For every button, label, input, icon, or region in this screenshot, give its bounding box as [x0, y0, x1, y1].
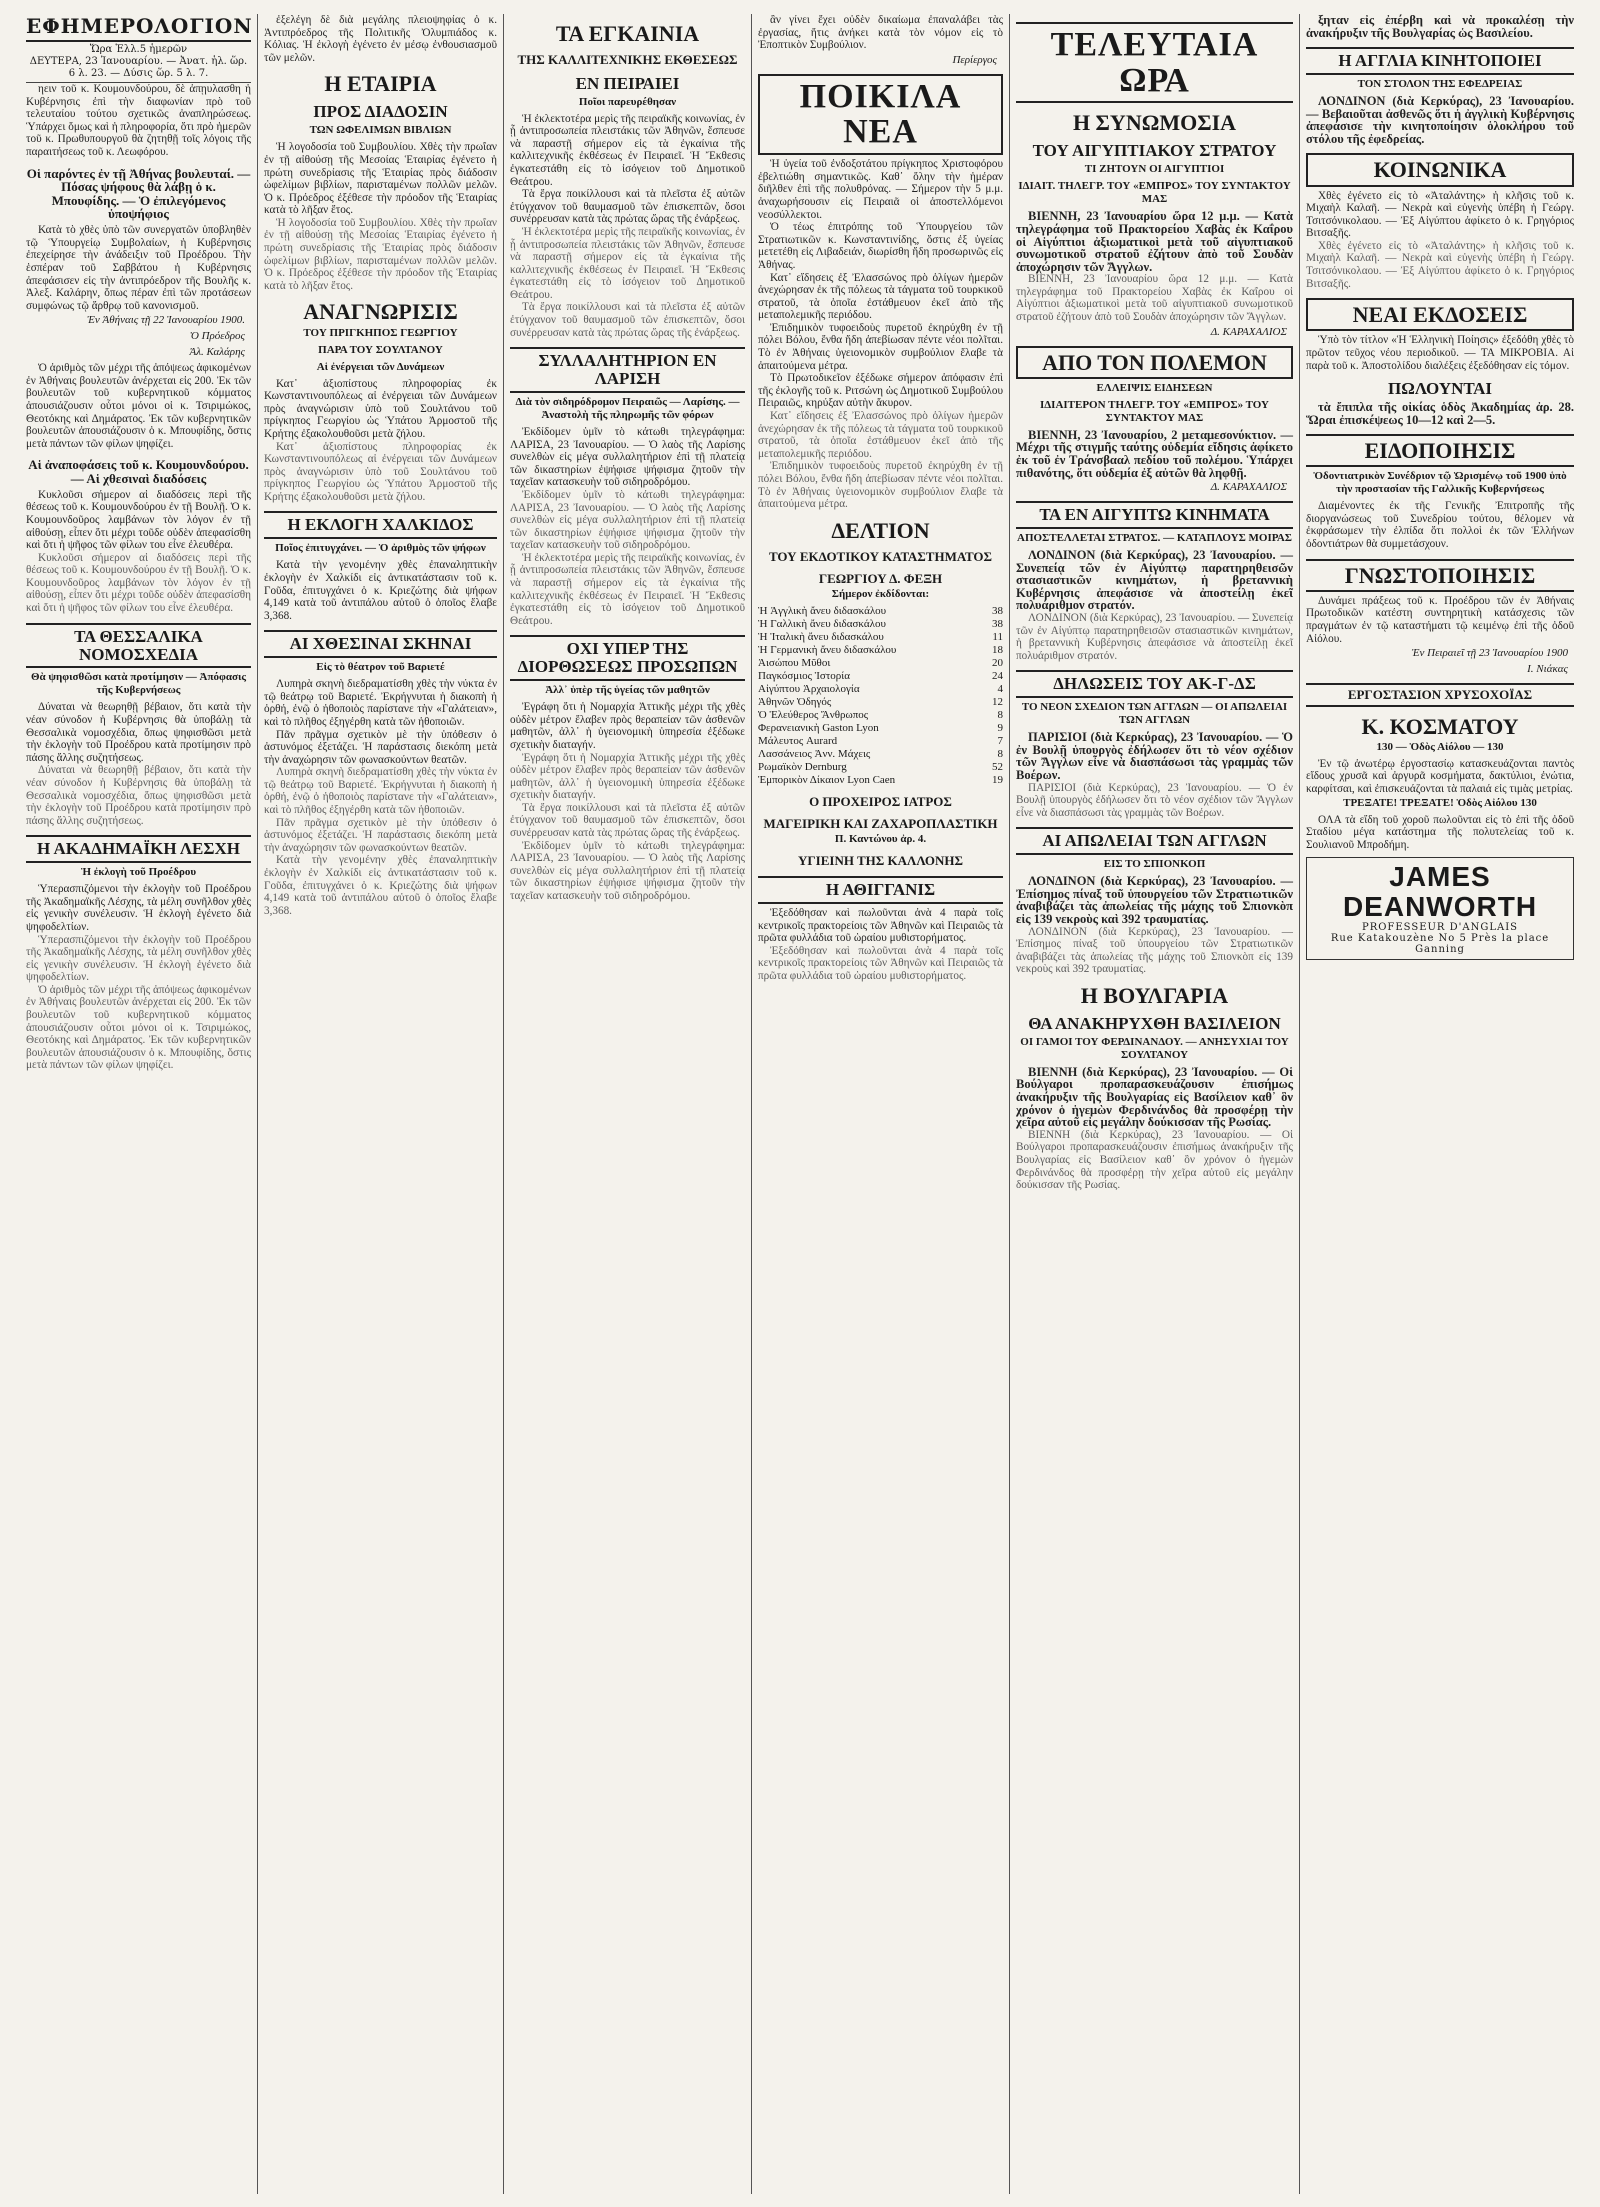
section-heading: ΑΝΑΓΝΩΡΙΣΙΣ: [303, 299, 458, 325]
calendar-line: [26, 42, 251, 83]
article-text: Ἐκδίδομεν ὑμῖν τὸ κάτωθι τηλεγράφημα: ΛΑΡΙΣΑ, 23 Ἰανουαρίου. — Ὁ λαὸς τῆς Λαρίσης συνελθὼν εἰς μέγα συλλαλητήριον ἐπὶ τῇ πλατείᾳ τῶν δικαστηρίων ἐψήφισε ψήφισμα ζητοῦν τὴν ταχεῖαν κατασκευὴν τοῦ σιδηροδρόμου.: [510, 839, 745, 903]
section-heading: ΣΥΛΛΑΛΗΤΗΡΙΟΝ ΕΝ ΛΑΡΙΣΗ: [510, 347, 745, 393]
article-text: Ὑπὸ τὸν τίτλον «Ἡ Ἑλληνικὴ Ποίησις» ἐξεδόθη χθὲς τὸ πρῶτον τεῦχος νέου περιοδικοῦ. — ΤΑ ΜΙΚΡΟΒΙΑ. Αἱ παρὰ τοῦ κ. Ἀποστολίδου διαλέξεις ἐξεδόθησαν εἰς τόμον.: [1306, 334, 1574, 372]
section-heading: ΤΑ ΕΝ ΑΙΓΥΠΤΩ ΚΙΝΗΜΑΤΑ: [1016, 501, 1293, 529]
section-heading: ΓΝΩΣΤΟΠΟΙΗΣΙΣ: [1306, 559, 1574, 592]
article-text: Χθὲς ἐγένετο εἰς τὸ «Ἀταλάντης» ἡ κλῆσις τοῦ κ. Μιχαὴλ Καλαῆ. — Νεκρὰ καὶ εὐγενὴς ὑπέβη ἡ Γεώργ. Τσιτσόνικολαου. — Ἐξ Αἰγύπτου ἀφίκετο ὁ κ. Γρηγόριος Βιτσαξῆς.: [1306, 239, 1574, 290]
section-subheading: Ἀλλ᾽ ὑπὲρ τῆς ὑγείας τῶν μαθητῶν: [545, 684, 710, 697]
newspaper-page: [20, 14, 1580, 2194]
section-heading: ΝΕΑΙ ΕΚΔΟΣΕΙΣ: [1306, 298, 1574, 331]
article-text: ΛΟΝΔΙΝΟΝ (διὰ Κερκύρας), 23 Ἰανουαρίου. — Συνεπείᾳ τῶν ἐν Αἰγύπτῳ παρατηρηθεισῶν στασιαστικῶν κινημάτων, ἡ βρεταννικὴ Κυβέρνησις ἀπεφάσισε νὰ ἀποστείλῃ ἐκεῖ πολυάριθμον στρατόν.: [1016, 611, 1293, 662]
book-row: [758, 761, 1003, 774]
article-text: Τὰ ἔργα ποικίλλουσι καὶ τὰ πλεῖστα ἐξ αὐτῶν ἐτύγχανον τοῦ θαυμασμοῦ τῶν ἐπισκεπτῶν, ὅσοι συνέρρευσαν κατὰ τὰς πρώτας ὥρας τῆς ἐνάρξεως.: [510, 801, 745, 840]
section-heading: ΕΙΔΟΠΟΙΗΣΙΣ: [1306, 434, 1574, 467]
section-subheading: ΕΛΛΕΙΨΙΣ ΕΙΔΗΣΕΩΝ: [1096, 381, 1213, 394]
section-subheading: Ἡ ἐκλογὴ τοῦ Προέδρου: [80, 866, 197, 879]
section-heading: Η ΕΤΑΙΡΙΑ: [324, 71, 437, 97]
section-heading: ΤΗΣ ΚΑΛΛΙΤΕΧΝΙΚΗΣ ΕΚΘΕΣΕΩΣ: [517, 52, 738, 68]
article-text: Ἡ ἐκλεκτοτέρα μερὶς τῆς πειραϊκῆς κοινωνίας, ἐν ᾗ ἀντιπροσωπεία πλειστάκις τῶν Ἀθηνῶν, ἔσπευσε νὰ παραστῇ σήμερον εἰς τὰ ἐγκαίνια τῆς καλλιτεχνικῆς ἐκθέσεως ἐν Πειραιεῖ. Ἡ Ἔκθεσις ἐγκατεστάθη εἰς τὸ ἰσόγειον τοῦ Δημοτικοῦ Θεάτρου.: [510, 551, 745, 627]
book-price: 7: [997, 735, 1003, 748]
calendar-line-2: ΔΕΥΤΕΡΑ, 23 Ἰανουαρίου. — Ἀνατ. ἡλ. ὥρ. 6 λ. 23. — Δύσις ὥρ. 5 λ. 7.: [29, 56, 248, 79]
book-title: Ἡ Ἀγγλικὴ ἄνευ διδασκάλου: [758, 605, 887, 618]
column-5: [1010, 14, 1300, 2194]
article-text: ξηταν εἰς ἐπέρβη καὶ νὰ προκαλέσῃ τὴν ἀνακήρυξιν τῆς Βουλγαρίας ὡς Βασιλείου.: [1306, 14, 1574, 40]
calendar-masthead: ΕΦΗΜΕΡΟΛΟΓΙΟΝ: [26, 14, 251, 42]
article-text: Ἐκδίδομεν ὑμῖν τὸ κάτωθι τηλεγράφημα: ΛΑΡΙΣΑ, 23 Ἰανουαρίου. — Ὁ λαὸς τῆς Λαρίσης συνελθὼν εἰς μέγα συλλαλητήριον ἐπὶ τῇ πλατείᾳ τῶν δικαστηρίων ἐψήφισε ψήφισμα ζητοῦν τὴν ταχεῖαν κατασκευὴν τοῦ σιδηροδρόμου.: [510, 425, 745, 489]
book-title: Παγκόσμιος Ἱστορία: [758, 670, 850, 683]
article-text: ΛΟΝΔΙΝΟΝ (διὰ Κερκύρας), 23 Ἰανουαρίου. — Ἐπίσημος πίναξ τοῦ ὑπουργείου τῶν Στρατιωτικῶν ἀναβιβάζει τὰς ἀπωλείας τῆς μάχης τοῦ Σπιονκὸπ εἰς 139 νεκροὺς καὶ 392 τραυματίας.: [1016, 874, 1293, 926]
signature-title: Ὁ Πρόεδρος: [189, 330, 245, 343]
book-row: [758, 657, 1003, 670]
article-text: Χθὲς ἐγένετο εἰς τὸ «Ἀταλάντης» ἡ κλῆσις τοῦ κ. Μιχαὴλ Καλαῆ. — Νεκρὰ καὶ εὐγενὴς ὑπέβη ἡ Γεώργ. Τσιτσόνικολαου. — Ἐξ Αἰγύπτου ἀφίκετο ὁ κ. Γρηγόριος Βιτσαξῆς.: [1306, 189, 1574, 240]
column-6: [1300, 14, 1580, 2194]
section-heading: ΠΟΙΚΙΛΑ ΝΕΑ: [758, 74, 1003, 155]
section-heading: ΑΙ ΑΠΩΛΕΙΑΙ ΤΩΝ ΑΓΓΛΩΝ: [1016, 827, 1293, 855]
article-text: Τὰ ἔργα ποικίλλουσι καὶ τὰ πλεῖστα ἐξ αὐτῶν ἐτύγχανον τοῦ θαυμασμοῦ τῶν ἐπισκεπτῶν, ὅσοι συνέρρευσαν κατὰ τὰς πρώτας ὥρας τῆς ἐνάρξεως.: [510, 188, 745, 226]
book-row: [758, 683, 1003, 696]
article-text: Δυνάμει πράξεως τοῦ κ. Προέδρου τῶν ἐν Ἀθήναις Πρωτοδικῶν κατέστη συντηρητικὴ κατάσχεσις τῶν πραγμάτων ἐν τῷ καταστήματι τῷ κειμένῳ ἐπὶ τῆς ὁδοῦ Αἰόλου.: [1306, 594, 1574, 645]
calendar-line-1: Ὥρα Ἑλλ.5 ἡμερῶν: [89, 44, 188, 55]
signature-date: Ἐν Ἀθήναις τῇ 22 Ἰανουαρίου 1900.: [87, 314, 245, 327]
section-subheading: Ποῖος ἐπιτυγχάνει. — Ὁ ἀριθμὸς τῶν ψήφων: [275, 542, 486, 555]
article-text: Ὁ ἀριθμὸς τῶν μέχρι τῆς ἀπόψεως ἀφικομένων ἐν Ἀθήναις βουλευτῶν ἀνέρχεται εἰς 200. Ἐκ τῶν βουλευτῶν τοῦ κυβερνητικοῦ κόμματος ἀπουσιάζουσιν οὗτοι μόνοι οἱ κ. Τσιριμώκος, Θεοτόκης καὶ Δημάρατος. Ἐκ τῶν κυβερνητικῶν βουλευτῶν ἀπουσιάζουσιν ὁ κ. Μπουφίδης, ὅστις μετὰ πάντων τῶν φίλων ψηφίζει.: [26, 983, 251, 1072]
article-text: Κατ᾽ ἀξιοπίστους πληροφορίας ἐκ Κωνσταντινουπόλεως αἱ ἐνέργειαι τῶν Δυνάμεων πρὸς ἀναγνώρισιν ὑπὸ τοῦ Σουλτάνου τοῦ πρίγκηπος Γεωργίου ὡς Ὑπάτου Ἀρμοστοῦ τῆς Κρήτης ἐξακολουθοῦσι μετὰ ζήλου.: [264, 440, 497, 503]
date-line: Ἐν Πειραιεῖ τῇ 23 Ἰανουαρίου 1900: [1411, 647, 1568, 660]
dispatch-line: ΙΔΙΑΙΤ. ΤΗΛΕΓΡ. ΤΟΥ «ΕΜΠΡΟΣ» ΤΟΥ ΣΥΝΤΑΚΤΟΥ ΜΑΣ: [1018, 180, 1291, 206]
article-text: ΠΑΡΙΣΙΟΙ (διὰ Κερκύρας), 23 Ἰανουαρίου. — Ὁ ἐν Βουλῇ ὑπουργὸς ἐδήλωσεν ὅτι τὸ νέον σχέδιον τῶν Ἄγγλων εἶνε νὰ διασπάσωσι τὰς γραμμὰς τῶν Βοέρων.: [1016, 781, 1293, 819]
address: 130 — Ὁδὸς Αἰόλου — 130: [1376, 740, 1504, 753]
article-text: Ἡ λογοδοσία τοῦ Συμβουλίου. Χθὲς τὴν πρωΐαν ἐν τῇ αἰθούσῃ τῆς Μεσοίας Ἑταιρίας ἐγένετο ἡ πρώτη συνεδρίασις τῆς Ἑταιρίας πρὸς διάδοσιν ὠφελίμων βιβλίων, παρισταμένων πολλῶν μελῶν. Ὁ κ. Πρόεδρος ἐξέθεσε τὴν πρόοδον τῆς Ἑταιρίας κατὰ τὸ λῆξαν ἔτος.: [264, 141, 497, 217]
article-text: ηειν τοῦ κ. Κουμουνδούρου, δὲ ἀπῃυλασθη ἡ Κυβέρνησις ἐπὶ τὴν διαφωνίαν πρὸ τοῦ τελευταίου τούτου σχετικῶς ἀναπληρώσεως. Ὑπάρχει ὅμως καὶ ἡ πληροφορία, ὅτι πρὸ ἡμερῶν τοῦ κ. Πρωθυπουργοῦ θὰ ζητηθῇ τοῖς λόγοις τῆς παραιτήσεως τοῦ κ. Λεωφόρου.: [26, 83, 251, 158]
article-text: Κατ᾽ εἴδησεις ἐξ Ἐλασσώνος πρὸ ὀλίγων ἡμερῶν ἀνεχώρησαν ἐκ τῆς πόλεως τὰ τάγματα τοῦ τουρκικοῦ στρατοῦ, τὰ ὁποῖα ἐστάθμευον ἐκεῖ ἀπὸ τῆς μεταπολεμικῆς περιόδου.: [758, 410, 1003, 460]
ad-address: Rue Katakouzène No 5 Près la place Ganning: [1330, 933, 1550, 956]
book-title: Ρωμαϊκὸν Dernburg: [758, 761, 847, 774]
section-subheading: ΕΙΣ ΤΟ ΣΠΙΟΝΚΟΠ: [1103, 858, 1206, 871]
article-text: ἂν γίνει ἔχει οὐδὲν δικαίωμα ἐπαναλάβει τὰς ἐργασίας, ἥτις ἀνήκει κατὰ τὸν νόμον εἰς τὸ Ἐποπτικὸν Συμβούλιον.: [758, 14, 1003, 52]
book-row: [758, 696, 1003, 709]
article-text: Κατὰ τὴν γενομένην χθὲς ἐπαναληπτικὴν ἐκλογὴν ἐν Χαλκίδι εἰς ἀντικατάστασιν τοῦ κ. Γοῦδα, ἐπιτυγχάνει ὁ κ. Κριεζώτης διὰ ψήφων 4,149 κατὰ τοῦ ἀντιπάλου αὐτοῦ ὁ ὁποῖος ἔλαβε 3,368.: [264, 854, 497, 917]
book-price: 8: [997, 709, 1003, 722]
column-4: [752, 14, 1010, 2194]
section-heading: ΤΟΥ ΑΙΓΥΠΤΙΑΚΟΥ ΣΤΡΑΤΟΥ: [1032, 141, 1277, 161]
book-title: Ὁ Ἐλεύθερος Ἄνθρωπος: [758, 709, 869, 722]
book-row: [758, 748, 1003, 761]
book-price: 38: [992, 605, 1003, 618]
section-heading: ΤΑ ΘΕΣΣΑΛΙΚΑ ΝΟΜΟΣΧΕΔΙΑ: [26, 623, 251, 669]
section-subheading: ΟΙ ΓΑΜΟΙ ΤΟΥ ΦΕΡΔΙΝΑΝΔΟΥ. — ΑΝΗΣΥΧΙΑΙ ΤΟΥ ΣΟΥΛΤΑΝΟΥ: [1020, 1035, 1289, 1061]
book-price: 24: [992, 670, 1003, 683]
section-subheading: ΤΩΝ ΩΦΕΛΙΜΩΝ ΒΙΒΛΙΩΝ: [309, 124, 452, 137]
section-heading: ΠΩΛΟΥΝΤΑΙ: [1388, 379, 1492, 399]
section-heading: Ο ΠΡΟΧΕΙΡΟΣ ΙΑΤΡΟΣ: [809, 794, 952, 810]
article-text: Ἡ ὑγεία τοῦ ἐνδοξοτάτου πρίγκηπος Χριστοφόρου ἐβελτιώθη σημαντικῶς. Καθ᾽ ὅλην τὴν ἡμέραν διῆλθεν ἐπὶ τῆς πολυθρόνας. — Σήμερον τὴν 5 μ.μ. ἀναχωρήσουσιν εἰς Πειραιᾶ οἱ ἀποστελλόμενοι νεοσύλλεκτοι.: [758, 158, 1003, 221]
book-title: Ἡ Ἰταλικὴ ἄνευ διδασκάλου: [758, 631, 884, 644]
section-heading: ΔΕΛΤΙΟΝ: [831, 517, 930, 543]
article-text: ἐξελέγη δὲ διὰ μεγάλης πλειοψηφίας ὁ κ. Ἀντιπρόεδρος τῆς Πολιτικῆς Ὀλυμπιάδος κ. Κόλιας. Ἡ ἐκλογὴ ἐγένετο ἐν μέσῳ ἐνθουσιασμοῦ τῶν μελῶν.: [264, 14, 497, 64]
section-subheading: Ὀδοντιατρικὸν Συνέδριον τῷ Ὡρισμένῳ τοῦ 1900 ὑπὸ τὴν προστασίαν τῆς Γαλλικῆς Κυβερνήσεως: [1313, 470, 1567, 496]
article-text: ΒΙΕΝΝΗ, 23 Ἰανουαρίου, 2 μεταμεσονύκτιον. — Μέχρι τῆς στιγμῆς ταύτης οὐδεμία εἴδησις ἀφίκετο ἐκ τοῦ ἐν Τράνσβααλ πεδίου τοῦ πολέμου. Ὑπάρχει πιθανότης, ὅτι οὐδεμία ἐξ αὐτῶν θὰ ληφθῇ.: [1016, 427, 1293, 480]
section-heading: ΤΟΥ ΕΚΔΟΤΙΚΟΥ ΚΑΤΑΣΤΗΜΑΤΟΣ: [768, 548, 993, 564]
book-title: Λασσάνειος Ἀνν. Μάχεις: [758, 748, 871, 761]
article-text: Ὑπερασπιζόμενοι τὴν ἐκλογὴν τοῦ Προέδρου τῆς Ἀκαδημαϊκῆς Λέσχης, τὰ μέλη συνῆλθον χθὲς εἰς γενικὴν συνέλευσιν. Ἡ ἐκλογὴ ἐγένετο διὰ ψηφοδελτίων.: [26, 883, 251, 933]
advertisement: [1306, 857, 1574, 960]
article-text: ΛΟΝΔΙΝΟΝ (διὰ Κερκύρας), 23 Ἰανουαρίου. — Βεβαιοῦται ἀσθενῶς ὅτι ἡ ἀγγλικὴ Κυβέρνησις ἀπεφάσισε τὴν κινητοποίησιν ὁλοκλήρου τοῦ στόλου τῆς ἐφεδρείας.: [1306, 94, 1574, 146]
article-text: Κατὰ τὴν γενομένην χθὲς ἐπαναληπτικὴν ἐκλογὴν ἐν Χαλκίδι εἰς ἀντικατάστασιν τοῦ κ. Γοῦδα, ἐπιτυγχάνει ὁ κ. Κριεζώτης διὰ ψήφων 4,149 κατὰ τοῦ ἀντιπάλου αὐτοῦ ὁ ὁποῖος ἔλαβε 3,368.: [264, 559, 497, 622]
section-heading: ΚΟΙΝΩΝΙΚΑ: [1306, 153, 1574, 186]
section-heading: Η ΑΓΓΛΙΑ ΚΙΝΗΤΟΠΟΙΕΙ: [1306, 47, 1574, 75]
column-3: [504, 14, 752, 2194]
article-text: ΠΑΡΙΣΙΟΙ (διὰ Κερκύρας), 23 Ἰανουαρίου. — Ὁ ἐν Βουλῇ ὑπουργὸς ἐδήλωσεν ὅτι τὸ νέον σχέδιον τῶν Ἄγγλων εἶνε νὰ διασπάσωσι τὰς γραμμὰς τῶν Βοέρων.: [1016, 730, 1293, 782]
section-heading: ΥΓΙΕΙΝΗ ΤΗΣ ΚΑΛΛΟΝΗΣ: [798, 853, 963, 869]
section-subheading: ΤΟΝ ΣΤΟΛΟΝ ΤΗΣ ΕΦΕΔΡΕΙΑΣ: [1357, 78, 1523, 91]
section-heading: ΔΗΛΩΣΕΙΣ ΤΟΥ ΑΚ-Γ-ΔΣ: [1016, 670, 1293, 698]
section-subheading: ΤΙ ΖΗΤΟΥΝ ΟΙ ΑΙΓΥΠΤΙΟΙ: [1084, 163, 1225, 176]
section-heading: Οἱ παρόντες ἐν τῇ Ἀθήνας βουλευταί. — Πόσας ψήφους θὰ λάβῃ ὁ κ. Μπουφίδης. — Ὁ ἐπιλεγόμενος ὑποψήφιος: [26, 165, 251, 222]
section-heading: Η ΑΘΙΓΓΑΝΙΣ: [758, 876, 1003, 904]
section-heading: ΤΕΛΕΥΤΑΙΑ ΩΡΑ: [1016, 22, 1293, 103]
section-heading: ΓΕΩΡΓΙΟΥ Δ. ΦΕΞΗ: [818, 570, 943, 586]
article-text: Ἡ ἐκλεκτοτέρα μερὶς τῆς πειραϊκῆς κοινωνίας, ἐν ᾗ ἀντιπροσωπεία πλειστάκις τῶν Ἀθηνῶν, ἔσπευσε νὰ παραστῇ σήμερον εἰς τὰ ἐγκαίνια τῆς καλλιτεχνικῆς ἐκθέσεως ἐν Πειραιεῖ. Ἡ Ἔκθεσις ἐγκατεστάθη εἰς τὸ ἰσόγειον τοῦ Δημοτικοῦ Θεάτρου.: [510, 112, 745, 188]
section-heading: ΟΧΙ ΥΠΕΡ ΤΗΣ ΔΙΟΡΘΩΣΕΩΣ ΠΡΟΣΩΠΩΝ: [510, 635, 745, 681]
section-subheading: Εἰς τὸ θέατρον τοῦ Βαριετέ: [316, 661, 445, 674]
signature: Δ. ΚΑΡΑΧΑΛΙΟΣ: [1210, 325, 1287, 338]
book-row: [758, 709, 1003, 722]
article-text: Ἐπιδημικὸν τυφοειδοὺς πυρετοῦ ἐκηρύχθη ἐν τῇ πόλει Βόλου, ἔνθα ἤδη ἀπεβίωσαν πέντε νέοι πολῖται. Τὸ ἐν Ἀθήναις ὑγειονομικὸν συμβούλιον ἔλαβε τὰ ἀπαιτούμενα μέτρα.: [758, 321, 1003, 372]
article-text: ΒΙΕΝΝΗ (διὰ Κερκύρας), 23 Ἰανουαρίου. — Οἱ Βούλγαροι προπαρασκευάζουσιν ἐπισήμως ἀνακήρυξιν τῆς Βουλγαρίας εἰς Βασίλειον καθ᾽ ὃν χρόνον ὁ ἡγεμὼν Φερδινάνδος θὰ προσφέρῃ τὴν χεῖρα αὐτοῦ εἰς μεγάλην δούκισσαν τῆς Ρωσίας.: [1016, 1064, 1293, 1130]
section-heading: ΜΑΓΕΙΡΙΚΗ ΚΑΙ ΖΑΧΑΡΟΠΛΑΣΤΙΚΗ: [763, 815, 998, 831]
section-heading: Η ΣΥΝΩΜΟΣΙΑ: [1072, 110, 1237, 136]
article-text: Ἐπιδημικὸν τυφοειδοὺς πυρετοῦ ἐκηρύχθη ἐν τῇ πόλει Βόλου, ἔνθα ἤδη ἀπεβίωσαν πέντε νέοι πολῖται. Τὸ ἐν Ἀθήναις ὑγειονομικὸν συμβούλιον ἔλαβε τὰ ἀπαιτούμενα μέτρα.: [758, 460, 1003, 511]
section-heading: ΑΙ ΧΘΕΣΙΝΑΙ ΣΚΗΝΑΙ: [264, 630, 497, 658]
book-title: Ἡ Γαλλικὴ ἄνευ διδασκάλου: [758, 618, 886, 631]
book-price: 8: [997, 748, 1003, 761]
article-text: Κατ᾽ εἴδησεις ἐξ Ἐλασσώνος πρὸ ὀλίγων ἡμερῶν ἀνεχώρησαν ἐκ τῆς πόλεως τὰ τάγματα τοῦ τουρκικοῦ στρατοῦ, τὰ ὁποῖα ἐστάθμευον ἐκεῖ ἀπὸ τῆς μεταπολεμικῆς περιόδου.: [758, 271, 1003, 322]
article-text: Κατὰ τὸ χθὲς ὑπὸ τῶν συνεργατῶν ὑποβληθὲν τῷ Ὑπουργείῳ Συμβολαίων, ἡ Κυβέρνησις ἐπεχείρησε τὴν ἀνάδειξιν τοῦ Προέδρου. Τὴν ἑσπέραν τοῦ Σαββάτου ἡ Κυβέρνησις ἀπεφάσισεν εἰς τὴν ἀντιπρόεδρον τῆς Βουλῆς κ. Ἀλεξ. Καλάρην, ὅπως πέραν ἐπὶ τῶν προτάσεων συμφώνως τῷ ἄρθρῳ τοῦ κανονισμοῦ.: [26, 224, 251, 312]
book-price: 38: [992, 618, 1003, 631]
book-list: [758, 605, 1003, 787]
section-subheading: ΑΠΟΣΤΕΛΛΕΤΑΙ ΣΤΡΑΤΟΣ. — ΚΑΤΑΠΛΟΥΣ ΜΟΙΡΑΣ: [1017, 531, 1292, 544]
article-text: Ἐγράφη ὅτι ἡ Νομαρχία Ἀττικῆς μέχρι τῆς χθὲς οὐδὲν μέτρον ἔλαβεν πρὸς θεραπείαν τῶν ἀσθενῶν μαθητῶν, ἀλλ᾽ ἡ ὑγειονομικὴ ὑπηρεσία ἐξέδωκε σχετικὴν διαταγήν.: [510, 751, 745, 802]
article-text: Διαμένοντες ἐκ τῆς Γενικῆς Ἐπιτροπῆς τῆς διοργανώσεως τοῦ Συνεδρίου τούτου, θέλομεν νὰ ἐκφράσωμεν τὴν ἐλπίδα ὅτι πολλοὶ ἐκ τῶν Ἑλλήνων ὀδοντιάτρων θὰ συμμετάσχουν.: [1306, 500, 1574, 551]
book-price: 20: [992, 657, 1003, 670]
article-text: ΛΟΝΔΙΝΟΝ (διὰ Κερκύρας), 23 Ἰανουαρίου. — Ἐπίσημος πίναξ τοῦ ὑπουργείου τῶν Στρατιωτικῶν ἀναβιβάζει τὰς ἀπωλείας τῆς μάχης τοῦ Σπιονκὸπ εἰς 139 νεκροὺς καὶ 392 τραυματίας.: [1016, 925, 1293, 976]
book-title: Φερανειανικὴ Gaston Lyon: [758, 722, 879, 735]
section-heading: Αἱ ἀναποφάσεις τοῦ κ. Κουμουνδούρου. — Αἱ χθεσιναὶ διαδόσεις: [28, 457, 249, 487]
article-text: Ἡ λογοδοσία τοῦ Συμβουλίου. Χθὲς τὴν πρωΐαν ἐν τῇ αἰθούσῃ τῆς Μεσοίας Ἑταιρίας ἐγένετο ἡ πρώτη συνεδρίασις τῆς Ἑταιρίας πρὸς διάδοσιν ὠφελίμων βιβλίων, παρισταμένων πολλῶν μελῶν. Ὁ κ. Πρόεδρος ἐξέθεσε τὴν πρόοδον τῆς Ἑταιρίας κατὰ τὸ λῆξαν ἔτος.: [264, 216, 497, 292]
book-row: [758, 670, 1003, 683]
section-heading: ΠΡΟΣ ΔΙΑΔΟΣΙΝ: [313, 102, 448, 122]
article-text: Ἐξεδόθησαν καὶ πωλοῦνται ἀνὰ 4 παρὰ τοῖς κεντρικοῖς πρακτορείοις τῶν Ἀθηνῶν καὶ Πειραιῶς τὰ πρῶτα φυλλάδια τοῦ ὡραίου μυθιστορήματος.: [758, 906, 1003, 945]
column-2: [258, 14, 504, 2194]
article-text: Λυπηρὰ σκηνὴ διεδραματίσθη χθὲς τὴν νύκτα ἐν τῷ θεάτρῳ τοῦ Βαριετέ. Ἐκρήγνυται ἡ διακοπὴ ἡ ὀρθή, ἐνῷ ὁ ἠθοποιὸς παρίστανε τὴν «Γαλάτειαν», καὶ τὸ πλῆθος ἐξηγέρθη κατὰ τῶν ἠθοποιῶν.: [264, 678, 497, 728]
section-heading: Η ΒΟΥΛΓΑΡΙΑ: [1080, 982, 1229, 1008]
article-text: Ὁ ἀριθμὸς τῶν μέχρι τῆς ἀπόψεως ἀφικομένων ἐν Ἀθήναις βουλευτῶν ἀνέρχεται εἰς 200. Ἐκ τῶν βουλευτῶν τοῦ κυβερνητικοῦ κόμματος ἀπουσιάζουσιν οὗτοι μόνοι οἱ κ. Τσιριμώκος, Θεοτόκης καὶ Δημάρατος. Ἐκ τῶν κυβερνητικῶν βουλευτῶν ἀπουσιάζουσιν ὁ κ. Μπουφίδης, ὅστις μετὰ πάντων τῶν φίλων ψηφίζει.: [26, 362, 251, 450]
signature-name: Ἀλ. Καλάρης: [189, 346, 245, 359]
call-to-action: ΤΡΕΞΑΤΕ! ΤΡΕΞΑΤΕ! Ὁδὸς Αἰόλου 130: [1343, 796, 1537, 809]
section-subheading: ΠΑΡΑ ΤΟΥ ΣΟΥΛΤΑΝΟΥ: [318, 343, 443, 356]
ad-name: JAMES DEANWORTH: [1342, 861, 1538, 923]
article-text: Ἐν τῷ ἀνωτέρῳ ἐργοστασίῳ κατασκευάζονται παντὸς εἴδους χρυσᾶ καὶ ἀργυρᾶ κοσμήματα, δακτύλιοι, ἐνώτια, καρφίτσαι, καὶ ἐπισκευάζονται τὰ παλαιά εἰς τιμὰς μετρίας.: [1306, 757, 1574, 796]
address: Π. Καντώνου ἀρ. 4.: [834, 833, 927, 846]
section-subheading: Ποῖοι παρευρέθησαν: [578, 95, 677, 108]
article-text: Ἐκδίδομεν ὑμῖν τὸ κάτωθι τηλεγράφημα: ΛΑΡΙΣΑ, 23 Ἰανουαρίου. — Ὁ λαὸς τῆς Λαρίσης συνελθὼν εἰς μέγα συλλαλητήριον ἐπὶ τῇ πλατείᾳ τῶν δικαστηρίων ἐψήφισε ψήφισμα ζητοῦν τὴν ταχεῖαν κατασκευὴν τοῦ σιδηροδρόμου.: [510, 488, 745, 552]
book-price: 19: [992, 774, 1003, 787]
book-row: [758, 605, 1003, 618]
signer: Ι. Νιάκας: [1527, 663, 1568, 676]
section-heading: ΕΝ ΠΕΙΡΑΙΕΙ: [575, 73, 680, 93]
article-text: Δύναται νὰ θεωρηθῇ βέβαιον, ὅτι κατὰ τὴν νέαν σύνοδον ἡ Κυβέρνησις θὰ ὑποβάλῃ τὰ Θεσσαλικὰ νομοσχέδια, ὅπως ψηφισθῶσι μετὰ τὴν ἐκλογὴν τοῦ Προέδρου κατὰ προτίμησιν πρὸ πάσης ἄλλης συζητήσεως.: [26, 764, 251, 827]
article-text: Ἡ ἐκλεκτοτέρα μερὶς τῆς πειραϊκῆς κοινωνίας, ἐν ᾗ ἀντιπροσωπεία πλειστάκις τῶν Ἀθηνῶν, ἔσπευσε νὰ παραστῇ σήμερον εἰς τὰ ἐγκαίνια τῆς καλλιτεχνικῆς ἐκθέσεως ἐν Πειραιεῖ. Ἡ Ἔκθεσις ἐγκατεστάθη εἰς τὸ ἰσόγειον τοῦ Δημοτικοῦ Θεάτρου.: [510, 225, 745, 301]
article-text: Ἐγράφη ὅτι ἡ Νομαρχία Ἀττικῆς μέχρι τῆς χθὲς οὐδὲν μέτρον ἔλαβεν πρὸς θεραπείαν τῶν ἀσθενῶν μαθητῶν, ἀλλ᾽ ἡ ὑγειονομικὴ ὑπηρεσία ἐξέδωκε σχετικὴν διαταγήν.: [510, 701, 745, 751]
section-heading: Κ. ΚΟΣΜΑΤΟΥ: [1361, 713, 1519, 739]
book-row: [758, 722, 1003, 735]
book-price: 52: [992, 761, 1003, 774]
article-text: Τὸ Πρωτοδικεῖον ἐξέδωκε σήμερον ἀπόφασιν ἐπὶ τῆς ἐκλογῆς τοῦ κ. Ριτσώνη ὡς Δημοτικοῦ Συμβούλου Πειραιῶς, κηρύξαν αὐτὴν ἄκυρον.: [758, 372, 1003, 410]
section-heading: Η ΑΚΑΔΗΜΑΪΚΗ ΛΕΣΧΗ: [26, 835, 251, 863]
article-text: ΛΟΝΔΙΝΟΝ (διὰ Κερκύρας), 23 Ἰανουαρίου. — Συνεπείᾳ τῶν ἐν Αἰγύπτῳ παρατηρηθεισῶν στασιαστικῶν κινημάτων, ἡ βρεταννικὴ Κυβέρνησις ἀπεφάσισε νὰ ἀποστείλῃ ἐκεῖ πολυάριθμον στρατόν.: [1016, 547, 1293, 613]
article-text: Δύναται νὰ θεωρηθῇ βέβαιον, ὅτι κατὰ τὴν νέαν σύνοδον ἡ Κυβέρνησις θὰ ὑποβάλῃ τὰ Θεσσαλικὰ νομοσχέδια, ὅπως ψηφισθῶσι μετὰ τὴν ἐκλογὴν τοῦ Προέδρου κατὰ προτίμησιν πρὸ πάσης ἄλλης συζητήσεως.: [26, 701, 251, 764]
article-text: ΒΙΕΝΝΗ, 23 Ἰανουαρίου ὥρα 12 μ.μ. — Κατὰ τηλεγράφημα τοῦ Πρακτορείου Χαβὰς ἐκ Καΐρου οἱ Αἰγύπτιοι ἀξιωματικοὶ μετὰ τοῦ αἰγυπτιακοῦ συνωμοτικοῦ στρατοῦ ἐζήτουν ἀπὸ τοῦ Σουδὰν ἀποχώρησιν τῶν Ἄγγλων.: [1016, 273, 1293, 324]
article-text: ΒΙΕΝΝΗ, 23 Ἰανουαρίου ὥρα 12 μ.μ. — Κατὰ τηλεγράφημα τοῦ Πρακτορείου Χαβὰς ἐκ Καΐρου οἱ Αἰγύπτιοι ἀξιωματικοὶ μετὰ τοῦ αἰγυπτιακοῦ συνωμοτικοῦ στρατοῦ ἐζήτουν ἀπὸ τοῦ Σουδὰν ἀποχώρησιν τῶν Ἄγγλων.: [1016, 209, 1293, 274]
article-text: Πᾶν πρᾶγμα σχετικὸν μὲ τὴν ὑπόθεσιν ὁ ἀστυνόμος ἐξετάζει. Ἡ παράστασις διεκόπη μετὰ τὴν ἀναχώρησιν τῶν φωνασκούντων θεατῶν.: [264, 816, 497, 854]
article-text: Λυπηρὰ σκηνὴ διεδραματίσθη χθὲς τὴν νύκτα ἐν τῷ θεάτρῳ τοῦ Βαριετέ. Ἐκρήγνυται ἡ διακοπὴ ἡ ὀρθή, ἐνῷ ὁ ἠθοποιὸς παρίστανε τὴν «Γαλάτειαν», καὶ τὸ πλῆθος ἐξηγέρθη κατὰ τῶν ἠθοποιῶν.: [264, 766, 497, 817]
section-heading: ΑΠΟ ΤΟΝ ΠΟΛΕΜΟΝ: [1016, 346, 1293, 379]
book-row: [758, 774, 1003, 787]
book-title: Αἰγύπτου Ἀρχαιολογία: [758, 683, 860, 696]
section-heading: ΘΑ ΑΝΑΚΗΡΥΧΘΗ ΒΑΣΙΛΕΙΟΝ: [1028, 1014, 1281, 1033]
section-subheading: Θὰ ψηφισθῶσι κατὰ προτίμησιν — Ἀπόφασις τῆς Κυβερνήσεως: [30, 671, 247, 697]
section-heading: ΤΑ ΕΓΚΑΙΝΙΑ: [555, 21, 700, 46]
book-row: [758, 644, 1003, 657]
column-1: [20, 14, 258, 2194]
book-title: Ἐμπορικὸν Δίκαιον Lyon Caen: [758, 774, 896, 787]
section-heading: Η ΕΚΛΟΓΗ ΧΑΛΚΙΔΟΣ: [264, 511, 497, 539]
dispatch-line: ΙΔΙΑΙΤΕΡΟΝ ΤΗΛΕΓΡ. ΤΟΥ «ΕΜΠΡΟΣ» ΤΟΥ ΣΥΝΤΑΚΤΟΥ ΜΑΣ: [1039, 398, 1269, 424]
book-title: Ἀθηνῶν Ὁδηγός: [758, 696, 832, 709]
book-title: Ἀισώπου Μῦθοι: [758, 657, 831, 670]
book-row: [758, 618, 1003, 631]
article-text: τὰ ἔπιπλα τῆς οἰκίας ὁδὸς Ἀκαδημίας ἀρ. 28. Ὥραι ἐπισκέψεως 10—12 καὶ 2—5.: [1306, 399, 1574, 427]
book-price: 11: [992, 631, 1003, 644]
book-row: [758, 631, 1003, 644]
booklist-title: Σήμερον ἐκδίδονται:: [831, 588, 930, 601]
article-text: Κυκλοῦσι σήμερον αἱ διαδόσεις περὶ τῆς θέσεως τοῦ κ. Κουμουνδούρου ἐν τῇ Βουλῇ. Ὁ κ. Κουμουνδοῦρος λαμβάνων τὸν λόγον ἐν τῇ αἰθούσῃ, εἶπεν ὅτι μέχρι τοῦδε οὐδὲν ἀπεφασίσθη καὶ ὅτι ἡ ψῆφος τῶν φίλων του εἶνε ἐλευθέρα.: [26, 551, 251, 615]
book-price: 4: [997, 683, 1003, 696]
article-text: Κυκλοῦσι σήμερον αἱ διαδόσεις περὶ τῆς θέσεως τοῦ κ. Κουμουνδούρου ἐν τῇ Βουλῇ. Ὁ κ. Κουμουνδοῦρος λαμβάνων τὸν λόγον ἐν τῇ αἰθούσῃ, εἶπεν ὅτι μέχρι τοῦδε οὐδὲν ἀπεφασίσθη καὶ ὅτι ἡ ψῆφος τῶν φίλων του εἶνε ἐλευθέρα.: [26, 488, 251, 552]
section-subheading: ΤΟ ΝΕΟΝ ΣΧΕΔΙΟΝ ΤΩΝ ΑΓΓΛΩΝ — ΟΙ ΑΠΩΛΕΙΑΙ ΤΩΝ ΑΓΓΛΩΝ: [1021, 701, 1288, 727]
section-subheading: Διὰ τὸν σιδηρόδρομον Πειραιῶς — Λαρίσης. — Ἀναστολὴ τῆς πληρωμῆς τῶν φόρων: [515, 395, 740, 421]
signature: Δ. ΚΑΡΑΧΑΛΙΟΣ: [1210, 481, 1287, 494]
book-title: Ἡ Γερμανικὴ ἄνευ διδασκάλου: [758, 644, 897, 657]
section-subheading: Αἱ ἐνέργειαι τῶν Δυνάμεων: [316, 360, 445, 373]
book-title: Μάλευτος Aurard: [758, 735, 838, 748]
signature: Περίεργος: [952, 53, 997, 66]
book-price: 12: [992, 696, 1003, 709]
book-row: [758, 735, 1003, 748]
article-text: Ἐξεδόθησαν καὶ πωλοῦνται ἀνὰ 4 παρὰ τοῖς κεντρικοῖς πρακτορείοις τῶν Ἀθηνῶν καὶ Πειραιῶς τὰ πρῶτα φυλλάδια τοῦ ὡραίου μυθιστορήματος.: [758, 944, 1003, 982]
article-text: Πᾶν πρᾶγμα σχετικὸν μὲ τὴν ὑπόθεσιν ὁ ἀστυνόμος ἐξετάζει. Ἡ παράστασις διεκόπη μετὰ τὴν ἀναχώρησιν τῶν φωνασκούντων θεατῶν.: [264, 728, 497, 766]
section-heading: ΕΡΓΟΣΤΑΣΙΟΝ ΧΡΥΣΟΧΟΪΑΣ: [1306, 683, 1574, 707]
book-price: 9: [997, 722, 1003, 735]
ad-title: PROFESSEUR D'ANGLAIS: [1361, 922, 1519, 934]
book-price: 18: [992, 644, 1003, 657]
article-text: ΒΙΕΝΝΗ (διὰ Κερκύρας), 23 Ἰανουαρίου. — Οἱ Βούλγαροι προπαρασκευάζουσιν ἐπισήμως ἀνακήρυξιν τῆς Βουλγαρίας εἰς Βασίλειον καθ᾽ ὃν χρόνον ὁ ἡγεμὼν Φερδινάνδος θὰ προσφέρῃ τὴν χεῖρα αὐτοῦ εἰς μεγάλην δούκισσαν τῆς Ρωσίας.: [1016, 1128, 1293, 1192]
article-text: Ὁ τέως ἐπιτρόπης τοῦ Ὑπουργείου τῶν Στρατιωτικῶν κ. Κωνσταντινίδης, ὅστις ἐξ ὑγείας μετετέθη εἰς Λιβαδειάν, διωρίσθη ἤδη προσωρινῶς εἰς Ἀθήνας.: [758, 221, 1003, 271]
article-text: Κατ᾽ ἀξιοπίστους πληροφορίας ἐκ Κωνσταντινουπόλεως αἱ ἐνέργειαι τῶν Δυνάμεων πρὸς ἀναγνώρισιν ὑπὸ τοῦ Σουλτάνου τοῦ πρίγκηπος Γεωργίου ὡς Ὑπάτου Ἀρμοστοῦ τῆς Κρήτης ἐξακολουθοῦσι μετὰ ζήλου.: [264, 377, 497, 440]
section-subheading: ΤΟΥ ΠΡΙΓΚΗΠΟΣ ΓΕΩΡΓΙΟΥ: [303, 326, 458, 339]
article-text: Τὰ ἔργα ποικίλλουσι καὶ τὰ πλεῖστα ἐξ αὐτῶν ἐτύγχανον τοῦ θαυμασμοῦ τῶν ἐπισκεπτῶν, ὅσοι συνέρρευσαν κατὰ τὰς πρώτας ὥρας τῆς ἐνάρξεως.: [510, 301, 745, 339]
article-text: Ὑπερασπιζόμενοι τὴν ἐκλογὴν τοῦ Προέδρου τῆς Ἀκαδημαϊκῆς Λέσχης, τὰ μέλη συνῆλθον χθὲς εἰς γενικὴν συνέλευσιν. Ἡ ἐκλογὴ ἐγένετο διὰ ψηφοδελτίων.: [26, 933, 251, 984]
article-text: ΟΛΑ τὰ εἴδη τοῦ χοροῦ πωλοῦνται εἰς τὸ ἐπὶ τῆς ὁδοῦ Σταδίου μέγα κατάστημα τῆς πολυτελείας τοῦ κ. Σουλιανοῦ Μπροδήμη.: [1306, 813, 1574, 851]
